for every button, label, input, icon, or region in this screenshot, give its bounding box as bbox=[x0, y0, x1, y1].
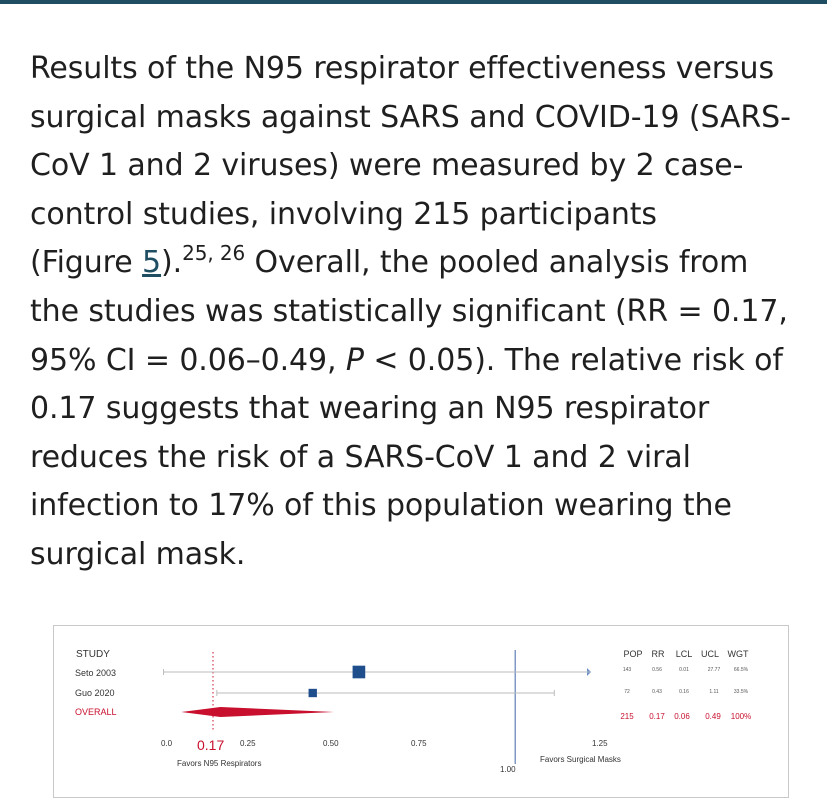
overall-rr: 0.17 bbox=[649, 712, 665, 721]
axis-tick-label: 0.75 bbox=[411, 739, 427, 748]
axis-tick-label: 0.0 bbox=[161, 739, 173, 748]
axis-tick-label: 1.25 bbox=[592, 739, 608, 748]
study-point-box bbox=[309, 689, 317, 697]
forest-plot-svg bbox=[54, 626, 788, 797]
cell-rr: 0.43 bbox=[652, 689, 662, 695]
text-line-figure-ref bbox=[30, 239, 800, 288]
figure-prefix: (Figure bbox=[30, 245, 143, 281]
cell-lcl: 0.01 bbox=[679, 667, 689, 673]
text-line: CoV 1 and 2 viruses) were measured by 2 case- bbox=[30, 148, 744, 184]
overall-pop: 215 bbox=[620, 712, 634, 721]
cell-wgt: 66.5% bbox=[733, 667, 749, 673]
cell-ucl: 1.11 bbox=[709, 689, 719, 695]
text-line: 0.17 suggests that wearing an N95 respirator bbox=[30, 391, 710, 427]
overall-diamond bbox=[181, 707, 334, 717]
text-line: Results of the N95 respirator effectiveness versus bbox=[30, 51, 775, 86]
top-accent-bar bbox=[0, 0, 827, 4]
article-body bbox=[30, 45, 800, 580]
column-header-rr: RR bbox=[651, 649, 665, 659]
text-line: the studies was statistically significant (RR = 0.17, bbox=[30, 293, 788, 329]
column-header-pop: POP bbox=[623, 649, 643, 659]
cell-rr: 0.56 bbox=[652, 667, 662, 673]
figure-suffix: ). bbox=[161, 245, 183, 281]
column-header-ucl: UCL bbox=[700, 649, 720, 659]
study-header: STUDY bbox=[76, 649, 110, 660]
text-line: reduces the risk of a SARS-CoV 1 and 2 viral bbox=[30, 439, 691, 475]
column-header-lcl: LCL bbox=[675, 649, 693, 659]
p-symbol: P bbox=[345, 342, 364, 378]
results-paragraph bbox=[30, 45, 800, 580]
study-name: Guo 2020 bbox=[75, 688, 115, 698]
favors-right-label: Favors Surgical Masks bbox=[540, 755, 621, 764]
overall-marker-label: 0.17 bbox=[197, 737, 225, 753]
line-continuation: Overall, the pooled analysis from bbox=[245, 245, 749, 281]
cell-pop: 72 bbox=[624, 689, 630, 695]
overall-lcl: 0.06 bbox=[674, 712, 690, 721]
cell-lcl: 0.16 bbox=[679, 689, 689, 695]
overall-ucl: 0.49 bbox=[705, 712, 721, 721]
text-line: infection to 17% of this population wearing the bbox=[30, 488, 732, 524]
cell-pop: 143 bbox=[622, 667, 632, 673]
cell-wgt: 33.5% bbox=[733, 689, 749, 695]
text-line-ci bbox=[30, 337, 800, 386]
axis-tick-label: 0.25 bbox=[240, 739, 256, 748]
text-line: surgical mask. bbox=[30, 536, 246, 572]
overall-wgt: 100% bbox=[730, 712, 752, 721]
axis-tick-label: 1.00 bbox=[500, 765, 516, 774]
overall-label: OVERALL bbox=[75, 707, 117, 717]
citation-superscript[interactable]: 25, 26 bbox=[182, 241, 246, 266]
study-point-box bbox=[353, 666, 366, 679]
favors-left-label: Favors N95 Respirators bbox=[177, 759, 262, 768]
text-line: control studies, involving 215 participants bbox=[30, 196, 657, 232]
ci-prefix: 95% CI = 0.06–0.49, bbox=[30, 342, 346, 378]
study-name: Seto 2003 bbox=[75, 668, 117, 678]
plot-marks bbox=[164, 650, 590, 764]
ci-suffix: < 0.05). The relative risk of bbox=[363, 342, 783, 378]
column-header-wgt: WGT bbox=[727, 649, 749, 659]
axis-tick-label: 0.50 bbox=[323, 739, 339, 748]
cell-ucl: 27.77 bbox=[707, 667, 721, 673]
figure-5-link[interactable]: 5 bbox=[142, 245, 162, 281]
text-line: surgical masks against SARS and COVID-19 (SARS- bbox=[30, 99, 791, 135]
forest-plot-figure[interactable] bbox=[53, 625, 789, 798]
